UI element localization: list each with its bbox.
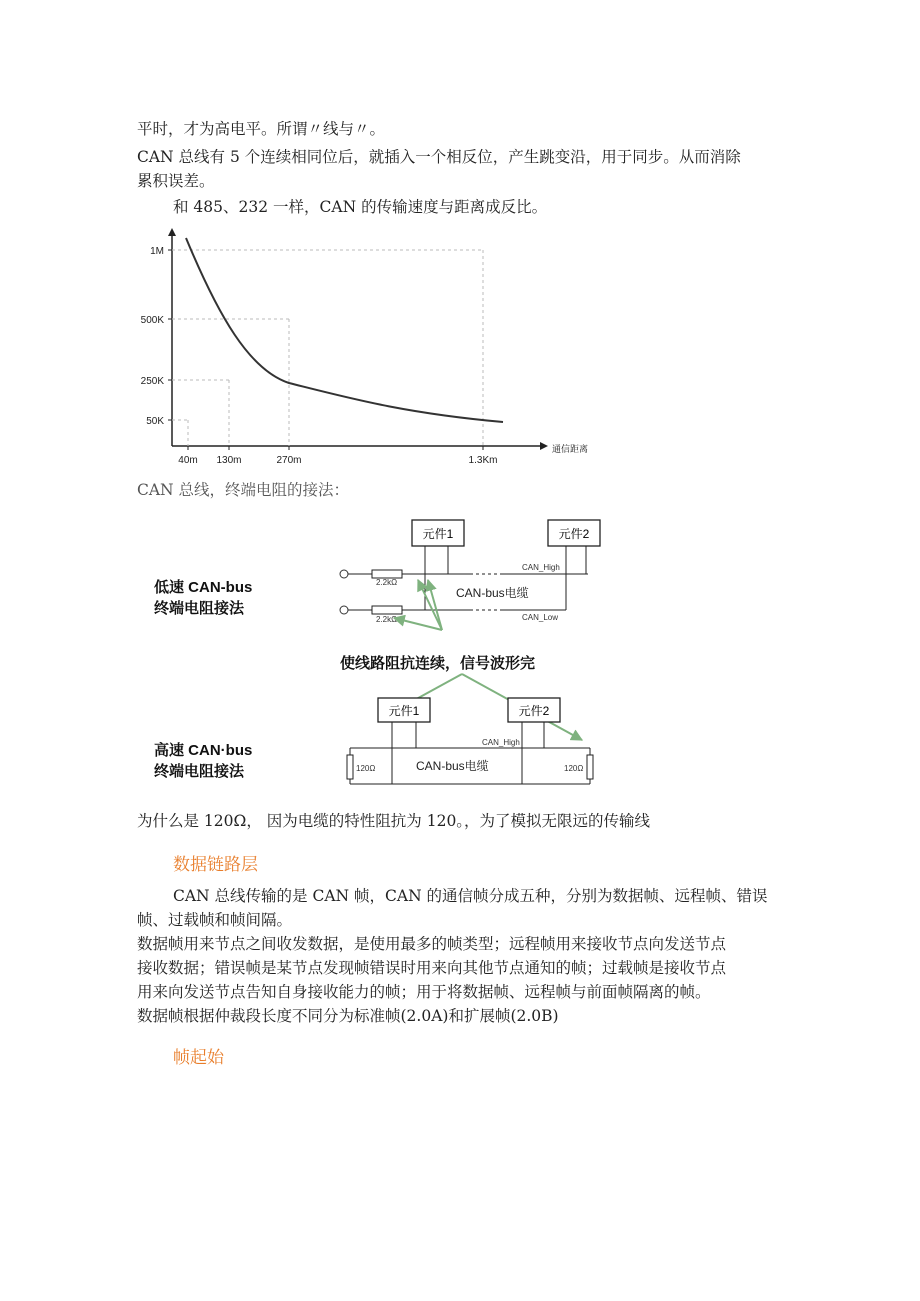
can-low-label: CAN_Low [522, 613, 559, 622]
element-1-label: 元件1 [422, 527, 454, 541]
text-line: 累积误差。 [137, 172, 215, 190]
terminal [340, 570, 348, 578]
text-line: CAN 总线有 5 个连续相同位后，就插入一个相反位，产生跳变沿，用于同步。从而消除 [137, 148, 741, 166]
text-line: 接收数据；错误帧是某节点发现帧错误时用来向其他节点通知的帧；过载帧是接收节点 [137, 959, 727, 977]
resistor [372, 570, 402, 578]
resistor-label: 120Ω [356, 764, 376, 773]
cable-label: CAN-bus电缆 [416, 759, 489, 773]
text-line: CAN 总线传输的是 CAN 帧，CAN 的通信帧分成五种，分别为数据帧、远程帧、错误 [173, 887, 768, 905]
cable-label: CAN-bus电缆 [456, 586, 529, 600]
impedance-note: 使线路阻抗连续，信号波形完 [340, 655, 536, 672]
low-speed-label: 终端电阻接法 [154, 600, 245, 617]
heading-frame-start: 帧起始 [173, 1048, 224, 1068]
can-high-label: CAN_High [482, 738, 520, 747]
high-speed-label: 高速 CAN·bus [154, 742, 253, 759]
text-line: 为什么是 120Ω， 因为电缆的特性阻抗为 120。，为了模拟无限远的传输线 [137, 812, 651, 830]
text-line: 帧、过载帧和帧间隔。 [137, 911, 293, 929]
text-line: 平时，才为高电平。所谓〃线与〃。 [137, 120, 386, 138]
element-2-label: 元件2 [558, 527, 590, 541]
text-line: 数据帧用来节点之间收发数据，是使用最多的帧类型；远程帧用来接收节点向发送节点 [137, 935, 727, 953]
speed-distance-chart [130, 220, 590, 470]
terminal-resistor-diagram [140, 512, 620, 800]
element-2-label: 元件2 [518, 704, 550, 718]
series-line [186, 238, 503, 422]
resistor [587, 755, 593, 779]
low-speed-label: 低速 CAN-bus [154, 579, 253, 596]
x-tick-label: 40m [178, 455, 198, 466]
can-high-label: CAN_High [522, 563, 560, 572]
x-axis-label: 通信距离 [552, 444, 589, 454]
resistor [372, 606, 402, 614]
text-line: 用来向发送节点告知自身接收能力的帧；用于将数据帧、远程帧与前面帧隔离的帧。 [137, 983, 711, 1001]
y-tick-label: 50K [146, 416, 164, 427]
terminal [340, 606, 348, 614]
x-tick-label: 270m [276, 455, 302, 466]
text-line: 数据帧根据仲裁段长度不同分为标准帧(2.0A)和扩展帧(2.0B) [137, 1007, 559, 1025]
x-tick-label: 1.3Km [468, 455, 498, 466]
x-axis-arrow [540, 442, 548, 450]
high-speed-label: 终端电阻接法 [154, 763, 245, 780]
y-tick-label: 250K [140, 376, 164, 387]
text-line: 和 485、232 一样，CAN 的传输速度与距离成反比。 [173, 198, 548, 216]
terminal-caption: CAN 总线，终端电阻的接法： [137, 481, 350, 499]
resistor-label: 2.2kΩ [376, 615, 398, 624]
resistor-label: 2.2kΩ [376, 578, 398, 587]
element-1-label: 元件1 [388, 704, 420, 718]
heading-datalink: 数据链路层 [173, 855, 258, 875]
x-tick-label: 130m [216, 455, 242, 466]
y-tick-label: 1M [150, 246, 164, 257]
resistor-label: 120Ω [564, 764, 584, 773]
resistor [347, 755, 353, 779]
y-axis-arrow [168, 228, 176, 236]
y-tick-label: 500K [140, 315, 164, 326]
